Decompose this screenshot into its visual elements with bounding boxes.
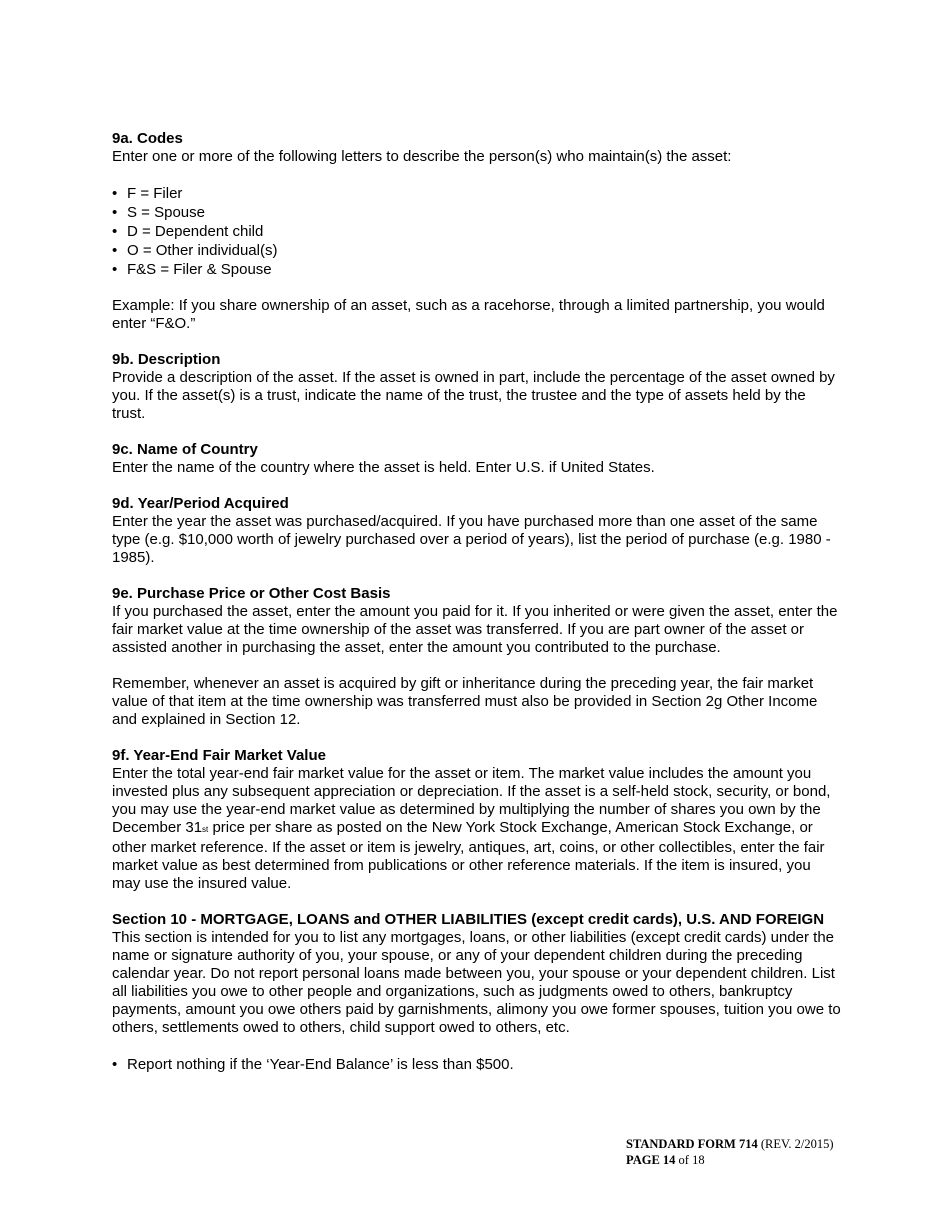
list-item <box>112 203 842 222</box>
page-of: of 18 <box>675 1153 705 1167</box>
form-id-line <box>626 1136 834 1152</box>
text-9f-after: price per share as posted on the New York Stock Exchange, American Stock Exchange, or other market reference. If the asset or item is jewelry, antiques, art, coins, or other collectibles, enter the fair market value as best determined from publications or other reference materials. If the item is insured, you may use the insured value. <box>112 819 825 892</box>
page-number-line <box>626 1152 834 1168</box>
text-section-10: This section is intended for you to list any mortgages, loans, or other liabilities (except credit cards) under the name or signature authority of you, your spouse, or any of your dependent children during the preceding calendar year. Do not report personal loans made between you, your spouse or your dependent children. List all liabilities you owe to other people and organizations, such as judgments owed to others, bankruptcy payments, amount you owe others paid by garnishments, alimony you owe former spouses, tuition you owe to others, settlements owed to others, child support owed to others, etc. <box>112 929 841 1036</box>
heading-9b: 9b. Description <box>112 351 221 368</box>
form-revision: (REV. 2/2015) <box>757 1137 834 1151</box>
bullet-icon: • <box>112 204 118 221</box>
text-9e-1: If you purchased the asset, enter the amount you paid for it. If you inherited or were given the asset, enter the fair market value at the time ownership of the asset was transferred. If you are part owner of the asset or assisted another in purchasing the asset, enter the amount you contributed to the purchase. <box>112 603 838 656</box>
bullet-icon: • <box>112 185 118 202</box>
page-footer <box>626 1136 834 1168</box>
list-item <box>112 222 842 241</box>
ordinal-suffix: st <box>202 825 209 834</box>
bullet-icon: • <box>112 261 118 278</box>
page-label: PAGE 14 <box>626 1153 676 1167</box>
code-item: D = Dependent child <box>127 223 264 240</box>
text-9c: Enter the name of the country where the asset is held. Enter U.S. if United States. <box>112 459 655 476</box>
text-9d: Enter the year the asset was purchased/acquired. If you have purchased more than one asset of the same type (e.g. $10,000 worth of jewelry purchased over a period of years), list the period of purchase (e.g. 1980 - 1985). <box>112 513 831 566</box>
heading-9a: 9a. Codes <box>112 130 183 147</box>
example-9a: Example: If you share ownership of an asset, such as a racehorse, through a limited partnership, you would enter “F&O.” <box>112 297 825 332</box>
bullet-icon: • <box>112 223 118 240</box>
list-item <box>112 1055 842 1074</box>
bullet-icon: • <box>112 1056 118 1073</box>
text-9f-before: Enter the total year-end fair market value for the asset or item. The market value includes the amount you invested plus any subsequent appreciation or depreciation. If the asset is a self-held stock, security, or bond, you may use the year-end market value as determined by multiplying the number of shares you own by the December 31 <box>112 765 831 836</box>
heading-9d: 9d. Year/Period Acquired <box>112 495 289 512</box>
heading-9e: 9e. Purchase Price or Other Cost Basis <box>112 585 391 602</box>
code-item: O = Other individual(s) <box>127 242 278 259</box>
heading-9f: 9f. Year-End Fair Market Value <box>112 747 326 764</box>
list-item <box>112 241 842 260</box>
section-10-bullets <box>112 1055 842 1074</box>
codes-list <box>112 184 842 279</box>
list-item <box>112 184 842 203</box>
form-name: STANDARD FORM 714 <box>626 1137 758 1151</box>
code-item: F = Filer <box>127 185 183 202</box>
text-9f <box>112 765 842 893</box>
code-item: F&S = Filer & Spouse <box>127 261 272 278</box>
bullet-text: Report nothing if the ‘Year-End Balance’ is less than $500. <box>127 1056 514 1073</box>
code-item: S = Spouse <box>127 204 205 221</box>
intro-9a: Enter one or more of the following letters to describe the person(s) who maintain(s) the asset: <box>112 148 732 165</box>
list-item <box>112 260 842 279</box>
text-9e-2: Remember, whenever an asset is acquired by gift or inheritance during the preceding year, the fair market value of that item at the time ownership was transferred must also be provided in Section 2g Other Income and explained in Section 12. <box>112 675 818 728</box>
text-9b: Provide a description of the asset. If the asset is owned in part, include the percentage of the asset owned by you. If the asset(s) is a trust, indicate the name of the trust, the trustee and the type of assets held by the trust. <box>112 369 835 422</box>
document-body <box>112 130 842 1074</box>
heading-9c: 9c. Name of Country <box>112 441 258 458</box>
bullet-icon: • <box>112 242 118 259</box>
heading-section-10: Section 10 - MORTGAGE, LOANS and OTHER LIABILITIES (except credit cards), U.S. AND FOREIGN <box>112 911 825 928</box>
